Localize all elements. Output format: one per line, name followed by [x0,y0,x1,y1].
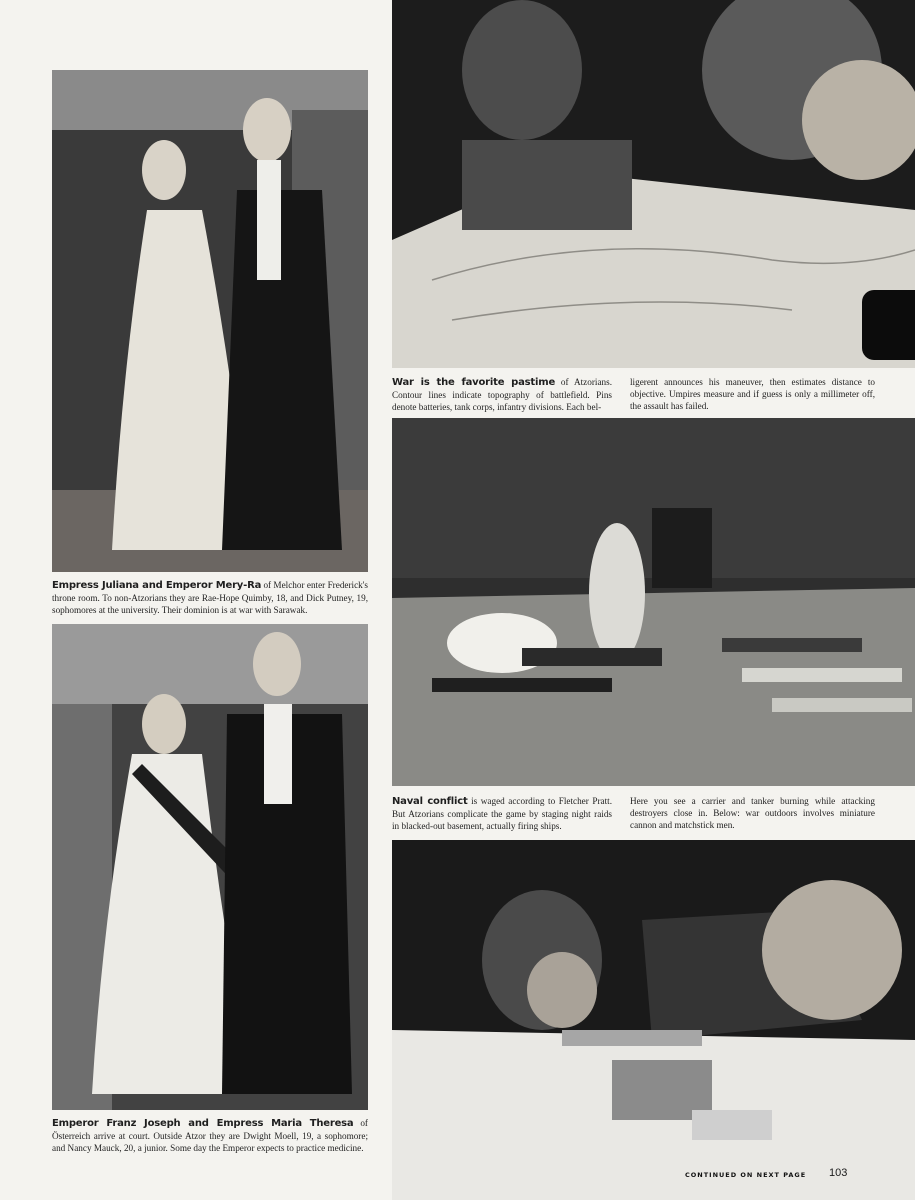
caption-juliana-body: of Melchor enter Frederick's throne room. To non-Atzorians they are Rae-Hope Quimby, 18, and Dick Putney, 19, sophomores at the university. Their dominion is at war with Sarawak. [52,580,369,616]
caption-franz [52,1117,368,1155]
caption-naval-body-2: Here you see a carrier and tanker burning while attacking destroyers close in. Below: war outdoors involves miniature cannon and matchstick men. [630,796,875,831]
photo-naval-battle [392,418,915,786]
caption-war-col2 [630,376,875,413]
caption-war-body-1: of Atzorians. Contour lines indicate topography of battlefield. Pins denote batteries, tank corps, infantry divisions. Each bel- [392,377,612,413]
page-number: 103 [829,1167,848,1179]
caption-franz-body: of Österreich arrive at court. Outside Atzor they are Dwight Moell, 19, a sophomore; and Nancy Mauck, 20, a junior. Some day the Emperor expects to practice medicine. [52,1118,368,1154]
photo-war-game [392,0,915,368]
photo-juliana-illustration [52,70,368,572]
continued-on-next-page: CONTINUED ON NEXT PAGE [685,1171,807,1179]
caption-naval-col1 [392,795,612,833]
photo-war-game-illustration [392,0,915,368]
caption-war-heading: War is the favorite pastime [392,377,556,388]
caption-juliana [52,579,368,617]
photo-cannon-illustration [392,840,915,1200]
photo-naval-illustration [392,418,915,786]
caption-juliana-heading: Empress Juliana and Emperor Mery-Ra [52,580,262,591]
caption-war-body-2: ligerent announces his maneuver, then estimates distance to objective. Umpires measure and if guess is only a millimeter off, the assault has failed. [630,377,875,412]
caption-naval-heading: Naval conflict [392,796,468,807]
caption-war-col1 [392,376,612,414]
caption-franz-heading: Emperor Franz Joseph and Empress Maria Theresa [52,1118,354,1129]
caption-naval-col2 [630,795,875,832]
photo-franz-illustration [52,624,368,1110]
photo-franz-maria [52,624,368,1110]
photo-outdoor-cannon [392,840,915,1200]
caption-naval-body-1: is waged according to Fletcher Pratt. But Atzorians complicate the game by staging night raids in blacked-out basement, actually firing ships. [392,796,612,832]
photo-juliana-mery-ra [52,70,368,572]
